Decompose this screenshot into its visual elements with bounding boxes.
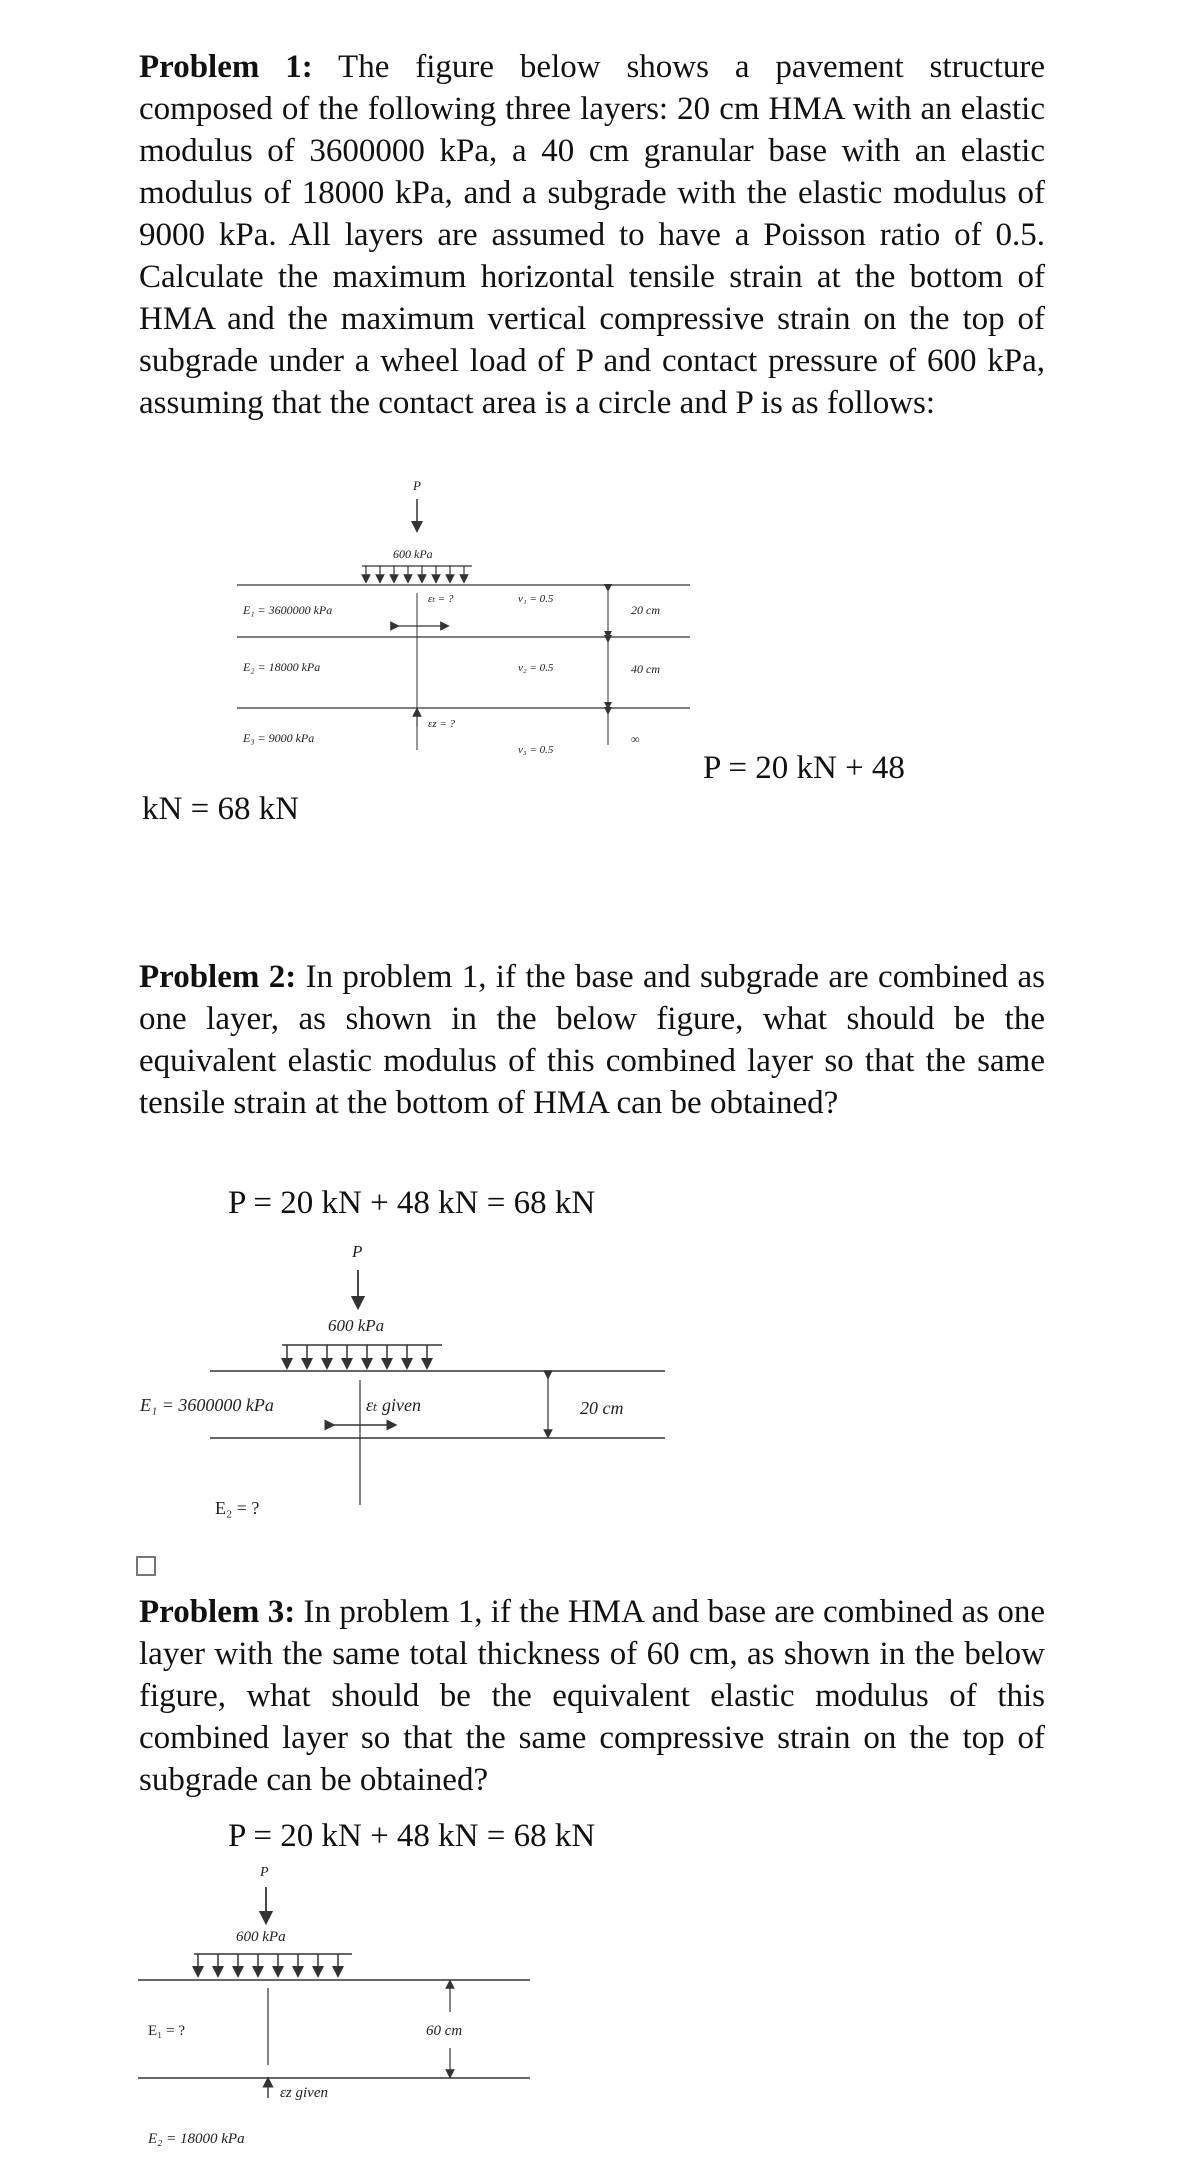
- p1-e3-label: E₃ = 9000 kPa: [243, 731, 315, 745]
- p3-strain-label: εz given: [280, 2085, 328, 2101]
- p1-thickness-2-label: 40 cm: [631, 662, 660, 676]
- p2-equation: P = 20 kN + 48 kN = 68 kN: [228, 1185, 596, 1221]
- checkbox[interactable]: [136, 1556, 156, 1576]
- problem-2-heading: Problem 2:: [139, 959, 297, 995]
- p1-nu2-label: ν₂ = 0.5: [518, 662, 554, 674]
- problem-2-paragraph: [139, 956, 1045, 1124]
- p2-pressure-arrows: [282, 1345, 442, 1364]
- p1-strain-t-label: εₜ = ?: [428, 593, 454, 605]
- problem-1-text: The figure below shows a pavement structure composed of the following three layers: 20 cm HMA with an elastic modulus of 3600000 kPa, a 40 cm granular base with an elastic modulus of 18000 kPa, and a subgrade with the elastic modulus of 9000 kPa. All layers are assumed to have a Poisson ratio of 0.5. Calculate the maximum horizontal tensile strain at the bottom of HMA and the maximum vertical compressive strain on the top of subgrade under a wheel load of P and contact pressure of 600 kPa, assuming that the contact area is a circle and P is as follows:: [139, 49, 1046, 421]
- p2-pressure-label: 600 kPa: [328, 1316, 385, 1335]
- p1-thickness-3-label: ∞: [631, 732, 640, 746]
- problem-3-paragraph: [139, 1591, 1045, 1801]
- problem-3-heading: Problem 3:: [139, 1594, 296, 1630]
- problem-2-figure: [130, 1230, 690, 1530]
- p2-e1-label: E₁ = 3600000 kPa: [140, 1395, 274, 1415]
- p2-thickness-label: 20 cm: [580, 1398, 624, 1418]
- p2-e2-label: E₂ = ?: [215, 1498, 260, 1518]
- p1-thickness-1-label: 20 cm: [631, 603, 660, 617]
- p3-pressure-arrows: [194, 1954, 352, 1972]
- p3-equation: P = 20 kN + 48 kN = 68 kN: [228, 1818, 596, 1854]
- problem-3-text: In problem 1, if the HMA and base are combined as one layer with the same total thickness of 60 cm, as shown in the below figure, what should be the equivalent elastic modulus of this combined layer so that the same compressive strain on the top of subgrade can be obtained?: [139, 1594, 1045, 1798]
- p1-equation-part2: kN = 68 kN: [142, 791, 300, 827]
- p1-nu3-label: ν₃ = 0.5: [518, 744, 554, 756]
- p1-strain-z-label: εz = ?: [428, 718, 456, 730]
- p1-pressure-label: 600 kPa: [393, 547, 433, 561]
- p1-e2-label: E₂ = 18000 kPa: [243, 660, 321, 674]
- p3-e2-label: E₂ = 18000 kPa: [148, 2131, 245, 2147]
- problem-1-paragraph: [139, 46, 1045, 424]
- p3-thickness-label: 60 cm: [426, 2023, 463, 2039]
- problem-1-heading: Problem 1:: [139, 49, 313, 85]
- p1-e1-label: E₁ = 3600000 kPa: [243, 603, 333, 617]
- p3-load-label: P: [260, 1865, 269, 1880]
- problem-2-text: In problem 1, if the base and subgrade are combined as one layer, as shown in the below figure, what should be the equivalent elastic modulus of this combined layer so that the same tensile strain at the bottom of HMA can be obtained?: [139, 959, 1046, 1121]
- problem-1-figure: [200, 475, 720, 775]
- p3-e1-label: E₁ = ?: [148, 2023, 186, 2039]
- problem-3-figure: [130, 1860, 550, 2160]
- p2-strain-label: εₜ given: [366, 1395, 422, 1415]
- p3-pressure-label: 600 kPa: [236, 1929, 286, 1945]
- p1-pressure-arrows: [362, 566, 472, 579]
- p1-equation-part1: P = 20 kN + 48: [703, 750, 905, 786]
- p2-load-label: P: [352, 1242, 363, 1261]
- p1-nu1-label: ν₁ = 0.5: [518, 593, 554, 605]
- p1-load-label: P: [413, 478, 421, 493]
